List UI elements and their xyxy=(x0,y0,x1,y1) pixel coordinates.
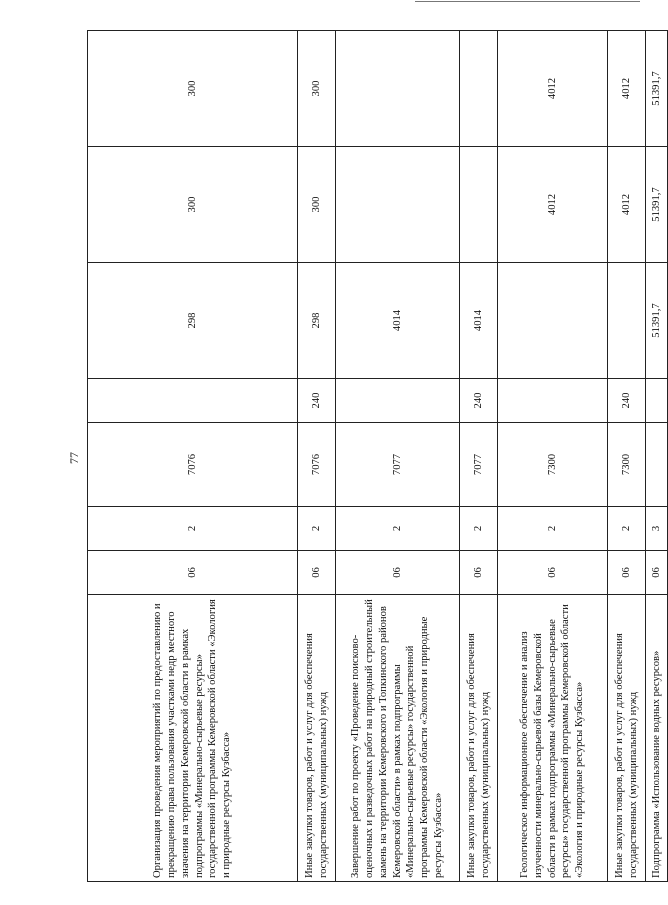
cell-article: 7076 xyxy=(88,423,298,507)
cell-amount-1: 298 xyxy=(88,263,298,379)
cell-expense-type xyxy=(88,379,298,423)
cell-subsection: 2 xyxy=(608,507,646,551)
cell-amount-2 xyxy=(460,147,498,263)
cell-amount-2: 300 xyxy=(88,147,298,263)
page-number: 77 xyxy=(67,452,81,464)
row-description: Организация проведения мероприятий по предоставлению и прекращению права пользования участками недр местного значения на территории Кемеровской области в рамках подпрограммы «Минерально-сырьевые ресурсы» государственной программы Кемеровской области «Экология и природные ресурсы Кузбасса» xyxy=(88,595,298,882)
cell-subsection: 3 xyxy=(646,507,668,551)
table-row xyxy=(498,31,608,882)
cell-chapter: 06 xyxy=(298,551,336,595)
cell-amount-3: 4012 xyxy=(498,31,608,147)
cell-chapter: 06 xyxy=(336,551,460,595)
cell-expense-type xyxy=(336,379,460,423)
cell-chapter: 06 xyxy=(646,551,668,595)
table-row xyxy=(460,31,498,882)
cell-expense-type: 240 xyxy=(298,379,336,423)
cell-amount-3: 4012 xyxy=(608,31,646,147)
row-description: Геологическое информационное обеспечение и анализ изученности минерально-сырьевой базы Кемеровской области в рамках подпрограммы «Минерально-сырьевые ресурсы» государственной программы Кемеровской области «Экология и природные ресурсы Кузбасса» xyxy=(498,595,608,882)
cell-subsection: 2 xyxy=(336,507,460,551)
top-edge-rule xyxy=(415,1,640,2)
cell-article: 7076 xyxy=(298,423,336,507)
budget-table xyxy=(87,30,668,882)
cell-subsection: 2 xyxy=(88,507,298,551)
cell-subsection: 2 xyxy=(460,507,498,551)
row-description: Иные закупки товаров, работ и услуг для обеспечения государственных (муниципальных) нужд xyxy=(608,595,646,882)
cell-amount-1: 298 xyxy=(298,263,336,379)
cell-amount-3: 51391,7 xyxy=(646,31,668,147)
table-row xyxy=(88,31,298,882)
cell-expense-type: 240 xyxy=(460,379,498,423)
rotated-page xyxy=(59,31,662,882)
cell-amount-3 xyxy=(460,31,498,147)
table-row xyxy=(646,31,668,882)
cell-amount-1 xyxy=(498,263,608,379)
cell-amount-2: 4012 xyxy=(608,147,646,263)
cell-chapter: 06 xyxy=(88,551,298,595)
table-row xyxy=(336,31,460,882)
table-row xyxy=(298,31,336,882)
cell-expense-type xyxy=(498,379,608,423)
cell-amount-2 xyxy=(336,147,460,263)
cell-article: 7300 xyxy=(608,423,646,507)
row-description: Иные закупки товаров, работ и услуг для обеспечения государственных (муниципальных) нужд xyxy=(460,595,498,882)
row-description: Завершение работ по проекту «Проведение поисково-оценочных и разведочных работ на природный строительный камень на территории Кемеровского и Топкинского районов Кемеровской области» в рамках подпрограммы «Минерально-сырьевые ресурсы» государственной программы Кемеровской области «Экология и природные ресурсы Кузбасса» xyxy=(336,595,460,882)
cell-amount-1 xyxy=(608,263,646,379)
cell-amount-2: 300 xyxy=(298,147,336,263)
table-row xyxy=(608,31,646,882)
cell-amount-1: 4014 xyxy=(460,263,498,379)
cell-article xyxy=(646,423,668,507)
cell-chapter: 06 xyxy=(460,551,498,595)
cell-amount-3: 300 xyxy=(298,31,336,147)
cell-subsection: 2 xyxy=(298,507,336,551)
cell-expense-type: 240 xyxy=(608,379,646,423)
cell-chapter: 06 xyxy=(498,551,608,595)
cell-amount-3: 300 xyxy=(88,31,298,147)
cell-amount-1: 4014 xyxy=(336,263,460,379)
row-description: Подпрограмма «Использование водных ресурсов» xyxy=(646,595,668,882)
cell-article: 7077 xyxy=(336,423,460,507)
cell-expense-type xyxy=(646,379,668,423)
cell-amount-3 xyxy=(336,31,460,147)
cell-article: 7077 xyxy=(460,423,498,507)
cell-amount-2: 4012 xyxy=(498,147,608,263)
cell-article: 7300 xyxy=(498,423,608,507)
cell-subsection: 2 xyxy=(498,507,608,551)
row-description: Иные закупки товаров, работ и услуг для обеспечения государственных (муниципальных) нужд xyxy=(298,595,336,882)
cell-amount-2: 51391,7 xyxy=(646,147,668,263)
cell-chapter: 06 xyxy=(608,551,646,595)
cell-amount-1: 51391,7 xyxy=(646,263,668,379)
